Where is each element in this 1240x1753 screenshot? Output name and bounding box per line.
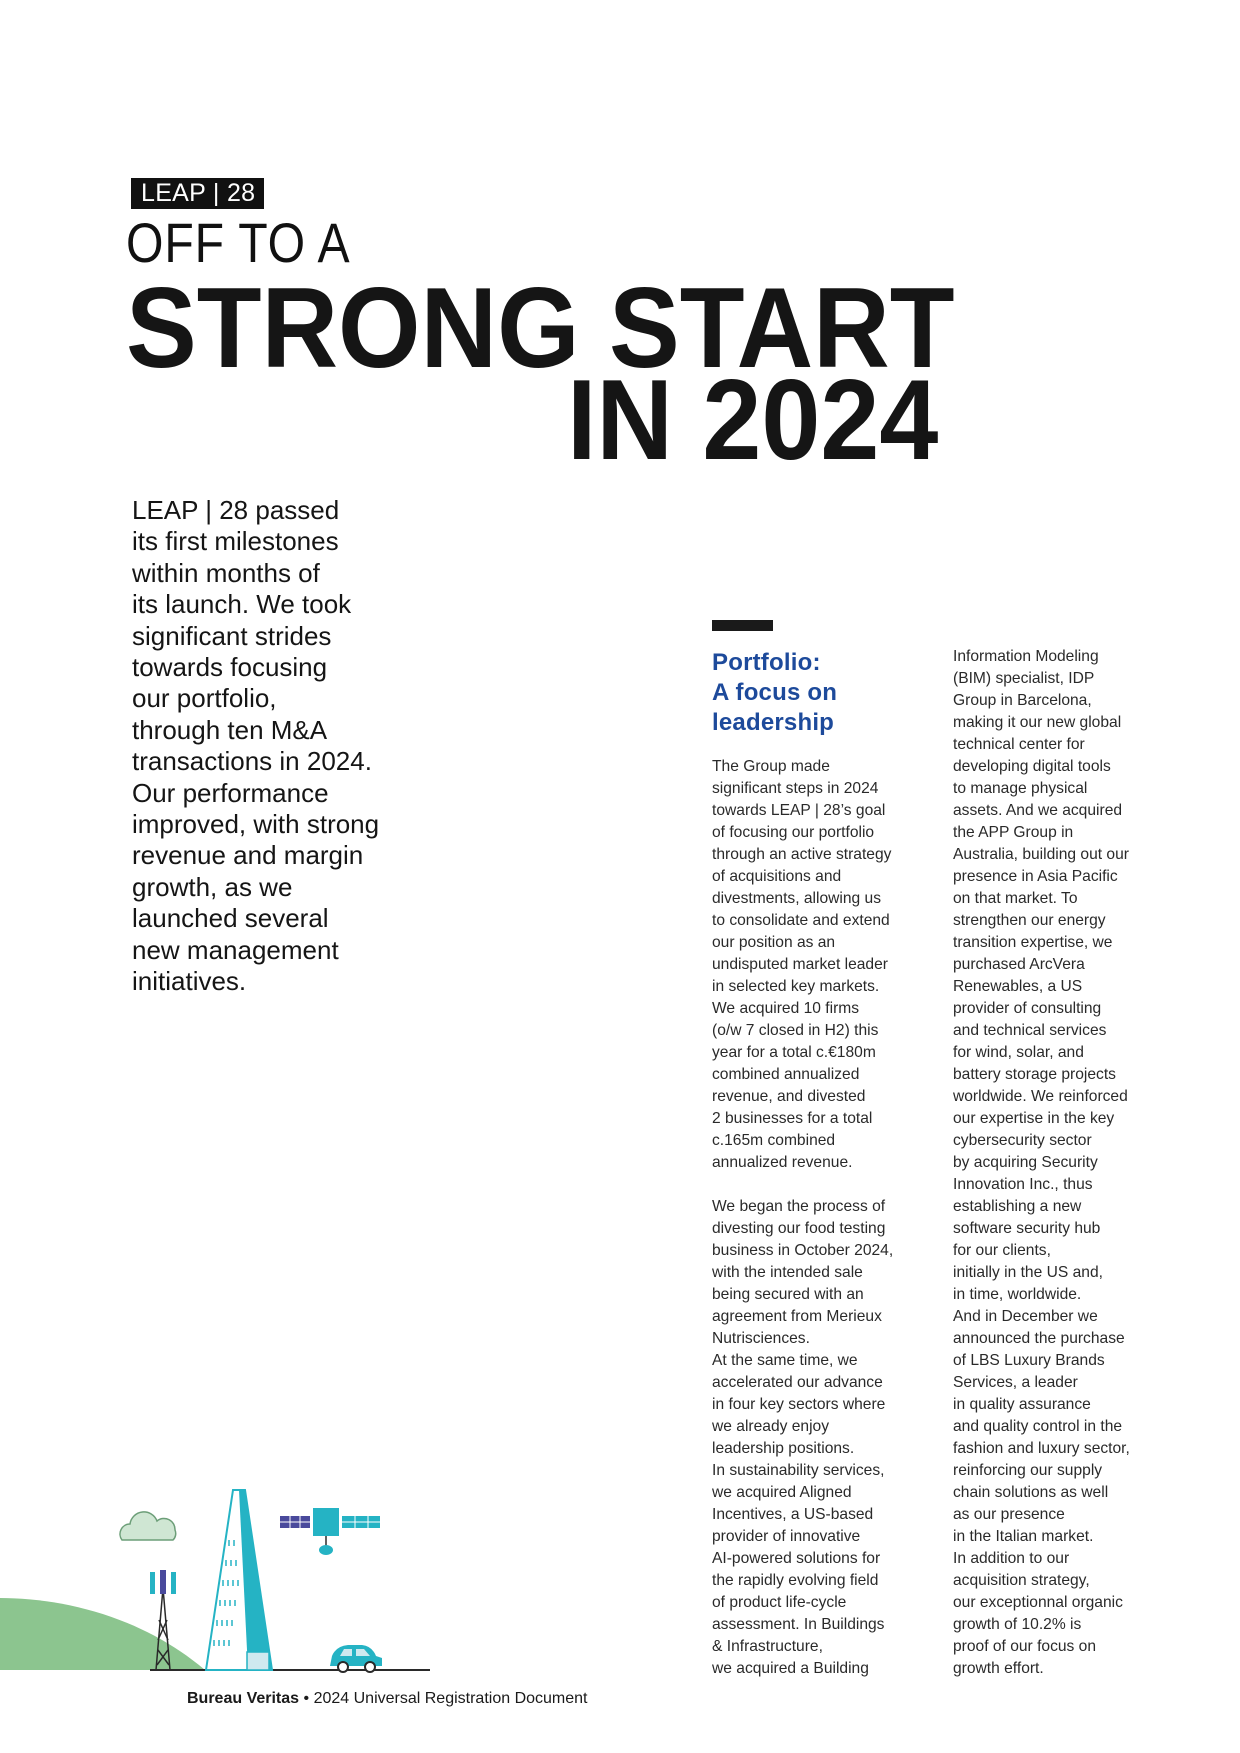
infrastructure-illustration <box>0 1480 440 1680</box>
body-column-2: Information Modeling (BIM) specialist, IDP Group in Barcelona, making it our new global technical center for developing digital tools to manage physical assets. And we acquired the APP Group in Australia, building out our presence in Asia Pacific on that market. To strengthen our energy transition expertise, we purchased ArcVera Renewables, a US provider of consulting and technical services for wind, solar, and battery storage projects worldwide. We reinforced our expertise in the key cybersecurity sector by acquiring Security Innovation Inc., thus establishing a new software security hub for our clients, initially in the US and, in time, worldwide. And in December we announced the purchase of LBS Luxury Brands Services, a leader in quality assurance and quality control in the fashion and luxury sector, reinforcing our supply chain solutions as well as our presence in the Italian market. In addition to our acquisition strategy, our exceptionnal organic growth of 10.2% is proof of our focus on growth effort. <box>953 648 1130 1677</box>
section-title: Portfolio: A focus on leadership <box>712 649 838 736</box>
antenna-panel-right <box>171 1572 176 1594</box>
footer-brand: Bureau Veritas <box>187 1690 300 1707</box>
title-bold-line2: IN 2024 <box>566 357 938 484</box>
satellite-icon <box>280 1508 380 1555</box>
antenna-panel-center <box>160 1570 166 1594</box>
title-light: OFF TO A <box>126 211 351 274</box>
page-footer <box>187 1690 588 1708</box>
footer-separator: • <box>303 1690 310 1707</box>
body-column-1: The Group made significant steps in 2024 towards LEAP | 28’s goal of focusing our portfolio through an active strategy of acquisitions and divestments, allowing us to consolidate and extend our position as an undisputed market leader in selected key markets. We acquired 10 firms (o/w 7 closed in H2) this year for a total c.€180m combined annualized revenue, and divested 2 businesses for a total c.165m combined annualized revenue. We began the process of divesting our food testing business in October 2024, with the intended sale being secured with an agreement from Merieux Nutrisciences. At the same time, we accelerated our advance in four key sectors where we already enjoy leadership positions. In sustainability services, we acquired Aligned Incentives, a US-based provider of innovative AI-powered solutions for the rapidly evolving field of product life-cycle assessment. In Buildings & Infrastructure, we acquired a Building <box>712 758 894 1677</box>
antenna-panel-left <box>150 1572 155 1594</box>
title-bold-line1: STRONG START <box>126 265 955 392</box>
section-rule <box>712 620 773 631</box>
leap-tag: LEAP | 28 <box>131 178 264 209</box>
cloud-icon <box>120 1512 176 1540</box>
tower-door <box>247 1652 269 1670</box>
green-hill-shape <box>0 1598 205 1670</box>
footer-document-title: 2024 Universal Registration Document <box>313 1690 588 1707</box>
intro-paragraph: LEAP | 28 passed its first milestones within months of its launch. We took significant strides towards focusing our portfolio, through ten M&A transactions in 2024. Our performance improved, with strong revenue and margin growth, as we launched several new management initiatives. <box>132 495 380 997</box>
car-icon <box>330 1645 382 1672</box>
